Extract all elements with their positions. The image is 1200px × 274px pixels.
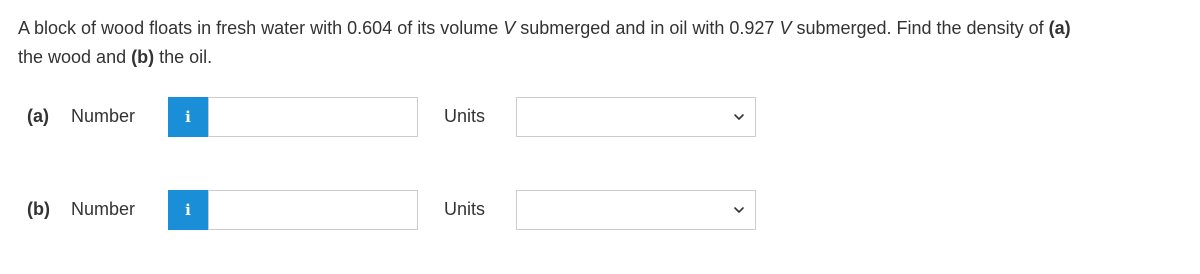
number-label: Number xyxy=(71,199,136,219)
question-text xyxy=(18,14,1178,72)
info-icon[interactable] xyxy=(168,97,208,137)
info-icon[interactable] xyxy=(168,190,208,230)
units-select-b[interactable] xyxy=(516,190,756,230)
question-segment: the oil. xyxy=(154,47,213,67)
answer-row-b xyxy=(0,189,1200,231)
units-label: Units xyxy=(444,106,486,126)
part-a-ref: (a) xyxy=(1048,18,1071,38)
question-segment: submerged. Find the density of xyxy=(791,18,1049,38)
volume-variable: V xyxy=(779,18,792,38)
number-input-a[interactable] xyxy=(208,97,418,137)
part-label: (b) xyxy=(27,199,50,219)
question-segment: the wood and xyxy=(18,47,132,67)
question-segment: A block of wood floats in fresh water with 0.604 of its volume xyxy=(18,18,504,38)
question-segment: submerged and in oil with 0.927 xyxy=(515,18,780,38)
info-glyph: i xyxy=(185,201,191,219)
number-input-b[interactable] xyxy=(208,190,418,230)
answer-row-a xyxy=(0,96,1200,138)
info-glyph: i xyxy=(185,108,191,126)
volume-variable: V xyxy=(503,18,516,38)
number-label: Number xyxy=(71,106,136,126)
chevron-down-icon xyxy=(733,204,745,216)
units-label: Units xyxy=(444,199,486,219)
part-label: (a) xyxy=(27,106,49,126)
units-select-a[interactable] xyxy=(516,97,756,137)
chevron-down-icon xyxy=(733,111,745,123)
part-b-ref: (b) xyxy=(131,47,155,67)
